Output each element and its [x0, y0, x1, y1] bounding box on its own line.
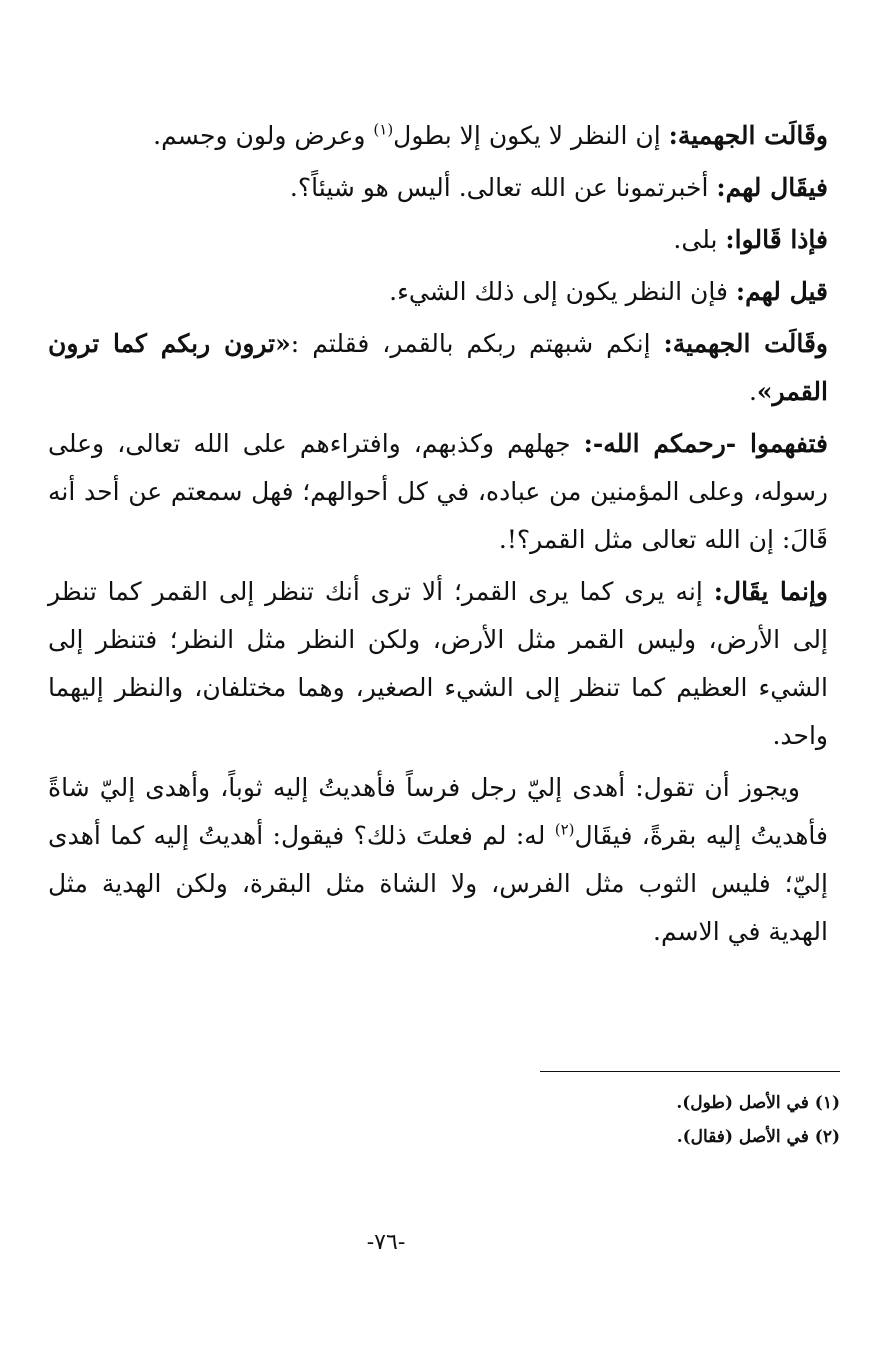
footnote-marker[interactable]: (٢): [554, 820, 575, 839]
paragraph-lead: وقَالَت الجهمية:: [663, 329, 828, 358]
paragraph-5: [48, 320, 828, 416]
paragraph-7: [48, 568, 828, 760]
paragraph-3: [48, 216, 828, 264]
paragraph-text: جهلهم وكذبهم، وافتراءهم على الله تعالى، وعلى رسوله، وعلى المؤمنين من عباده، في كل أحوالهم؛ فهل سمعتم عن أحد أنه قَالَ: إن الله تعالى مثل القمر؟!.: [48, 429, 828, 554]
paragraph-text: أخبرتمونا عن الله تعالى. أليس هو شيئاً؟.: [289, 173, 717, 202]
page-body: [48, 112, 828, 960]
paragraph-text: إن النظر لا يكون إلا بطول: [393, 121, 669, 150]
paragraph-text: بلى.: [673, 225, 726, 254]
paragraph-text: فإن النظر يكون إلى ذلك الشيء.: [389, 277, 736, 306]
paragraph-end: .: [748, 377, 757, 406]
paragraph-lead: قيل لهم:: [735, 277, 828, 306]
paragraph-text: إنكم شبهتم ربكم بالقمر، فقلتم :: [290, 329, 664, 358]
footnote-divider: [540, 1071, 840, 1072]
paragraph-lead: وإنما يقَال:: [713, 577, 828, 606]
paragraph-text: إنه يرى كما يرى القمر؛ ألا ترى أنك تنظر إلى القمر كما تنظر إلى الأرض، وليس القمر مثل الأرض، ولكن النظر مثل النظر؛ فتنظر إلى الشيء العظيم كما تنظر إلى الشيء الصغير، وهما مختلفان، والنظر إليهما واحد.: [48, 577, 828, 750]
paragraph-text: ويجوز أن تقول: أهدى إليّ رجل فرساً فأهديتُ إليه ثوباً، وأهدى إليّ شاةً فأهديتُ إليه بقرةً، فيقَال: [48, 773, 829, 850]
paragraph-8: [48, 764, 828, 956]
paragraph-text: له: لم فعلتَ ذلك؟ فيقول: أهديتُ إليه كما أهدى إليّ؛ فليس الثوب مثل الفرس، ولا الشاة مثل البقرة، ولكن الهدية مثل الهدية في الاسم.: [48, 821, 828, 946]
paragraph-text: وعرض ولون وجسم.: [153, 121, 374, 150]
paragraph-1: [48, 112, 828, 160]
paragraph-6: [48, 420, 828, 564]
footnote-1: (١) في الأصل (طول).: [676, 1093, 840, 1113]
paragraph-lead: وقَالَت الجهمية:: [668, 121, 828, 150]
footnote-2: (٢) في الأصل (فقال).: [676, 1127, 840, 1147]
paragraph-lead: فتفهموا -رحمكم الله-:: [583, 429, 828, 458]
footnote-marker[interactable]: (١): [373, 120, 394, 139]
paragraph-lead: فإذا قَالوا:: [725, 225, 828, 254]
paragraph-2: [48, 164, 828, 212]
page-number: -٧٦-: [366, 1230, 406, 1255]
hadith-quote: «ترون ربكم كما ترون القمر»: [48, 329, 828, 406]
paragraph-lead: فيقَال لهم:: [716, 173, 828, 202]
paragraph-4: [48, 268, 828, 316]
footnotes: [440, 1086, 840, 1154]
